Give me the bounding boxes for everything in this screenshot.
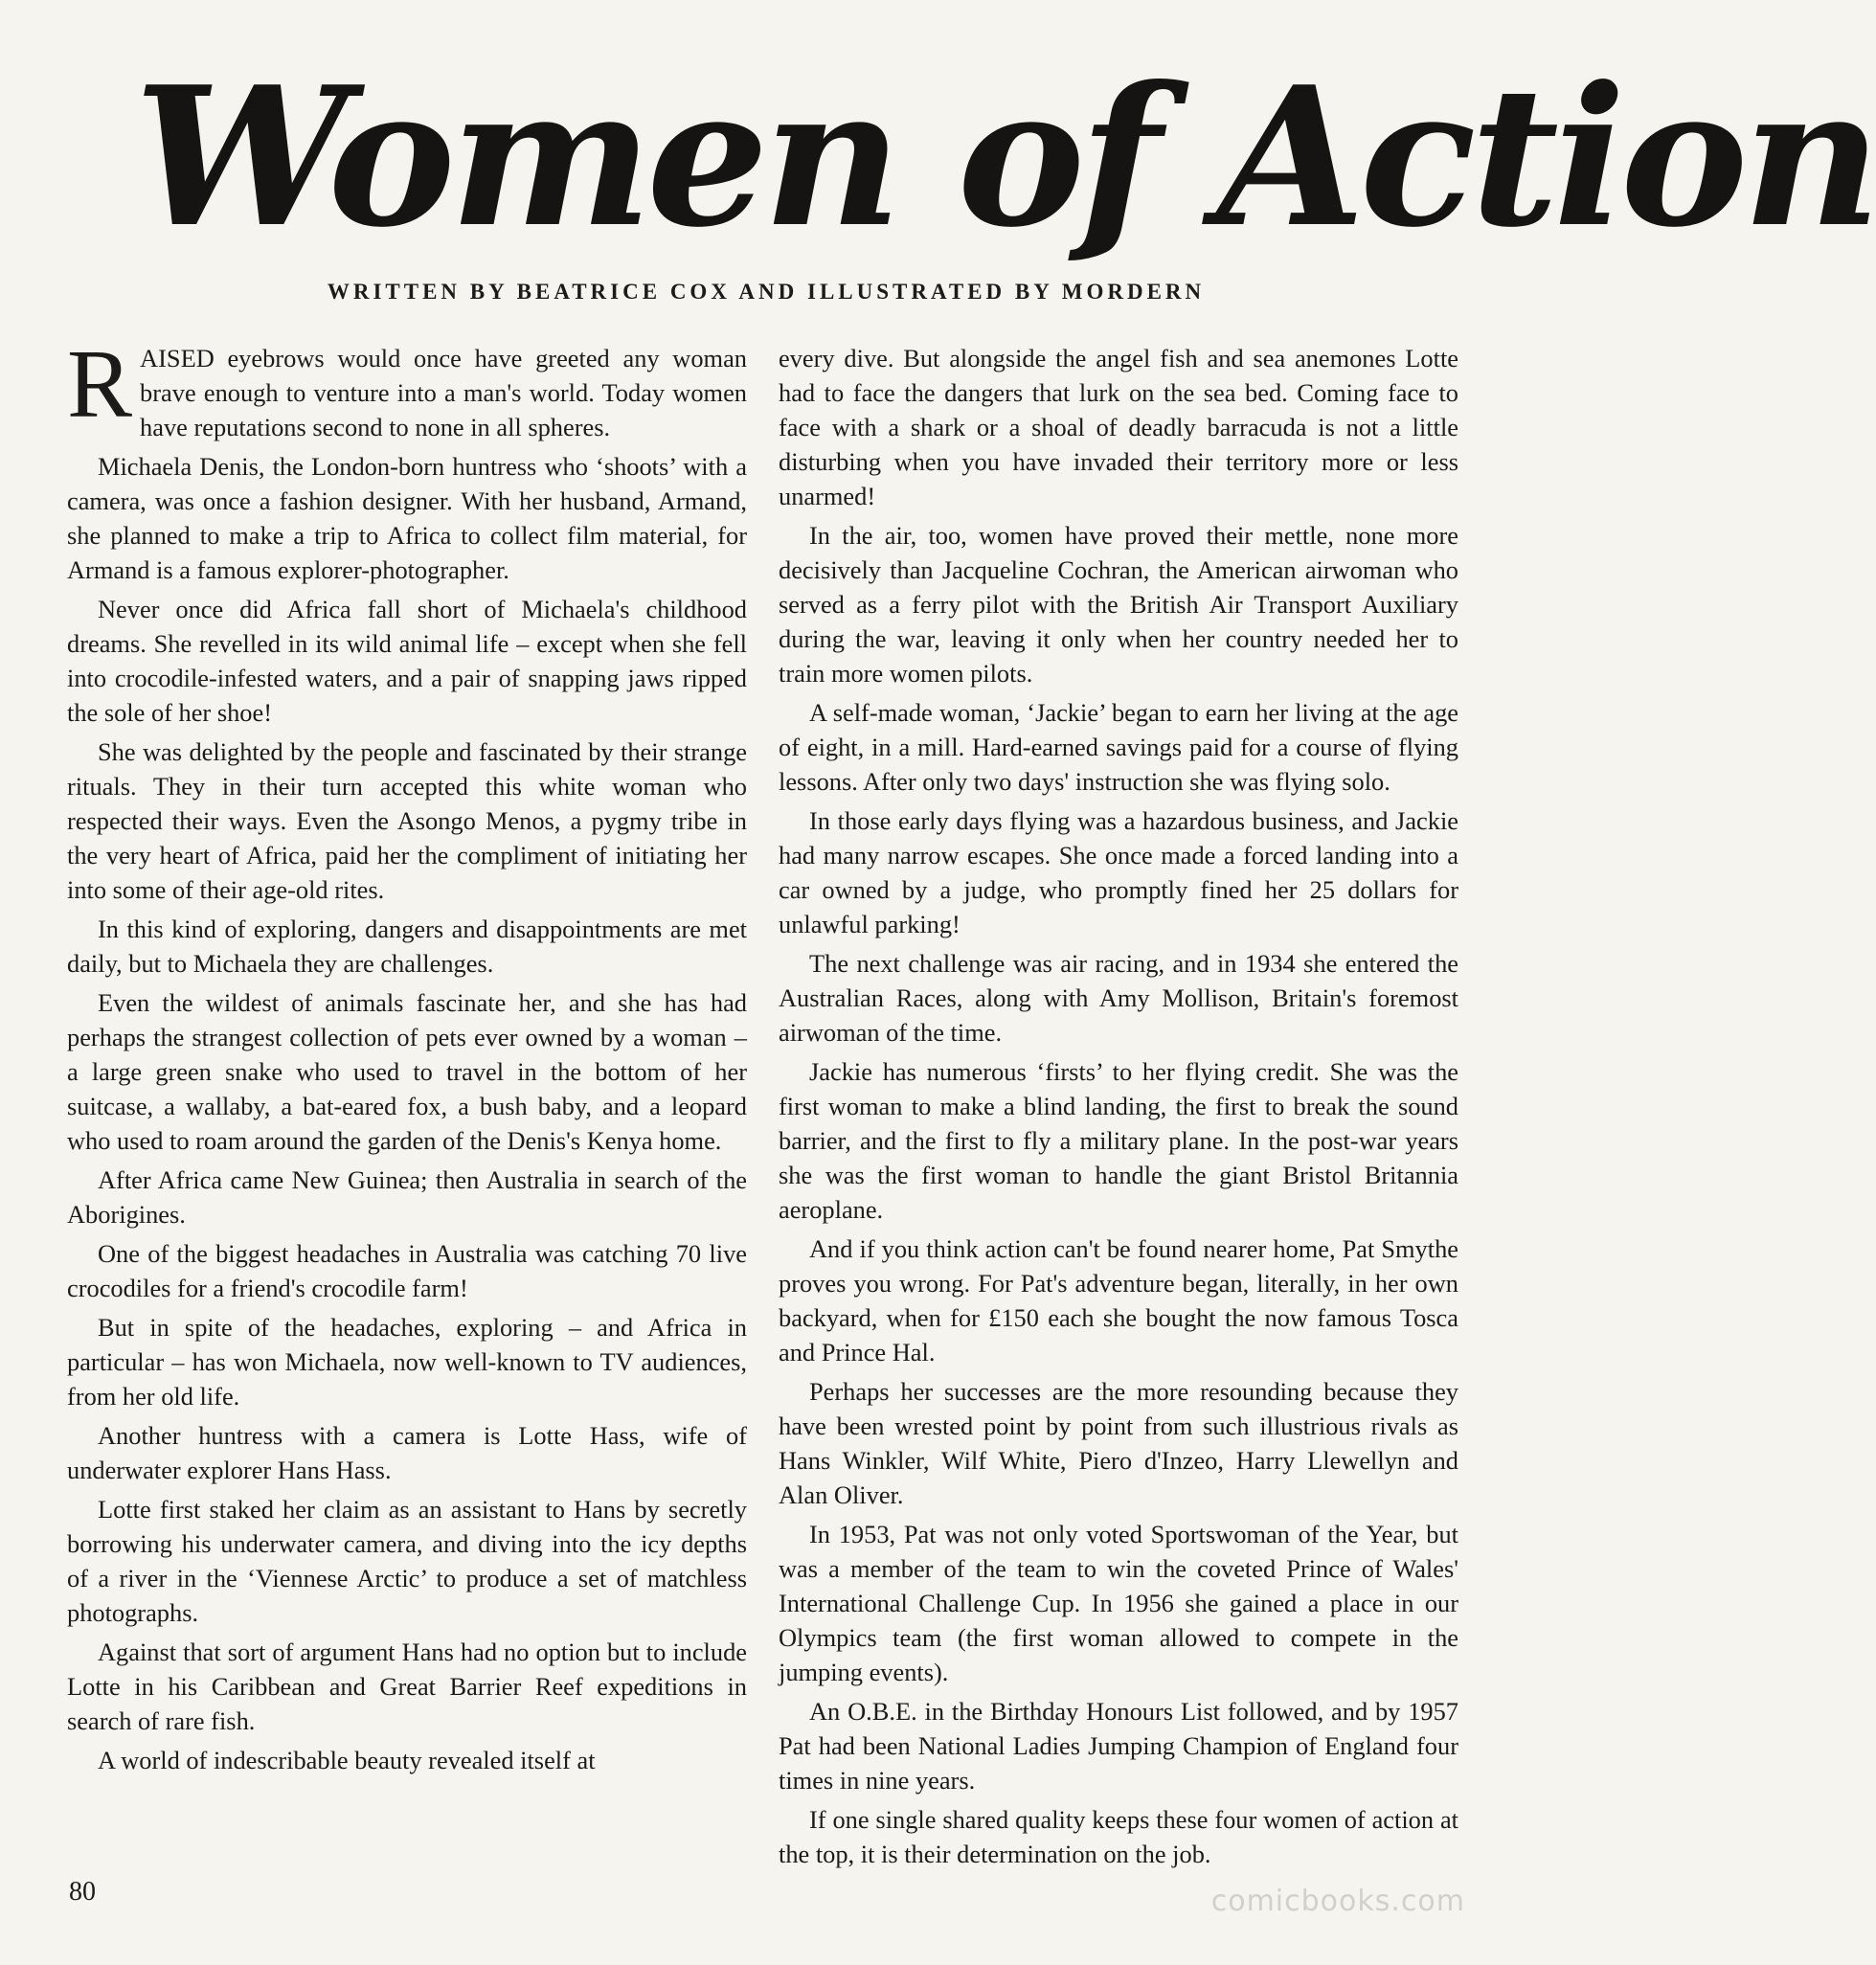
paragraph: Even the wildest of animals fascinate her, and she has had perhaps the strangest collection of pets ever owned by a woman – a large green snake who used to travel in the bottom of her suitcase, a wallaby, a bat-eared fox, a bush baby, and a leopard who used to roam around the garden of the Denis's Kenya home. bbox=[67, 988, 747, 1155]
paragraph: Never once did Africa fall short of Michaela's childhood dreams. She revelled in its wild animal life – except when she fell into crocodile-infested waters, and a pair of snapping jaws ripped the sole of her shoe! bbox=[67, 595, 747, 727]
paragraph: The next challenge was air racing, and in 1934 she entered the Australian Races, along with Amy Mollison, Britain's foremost airwoman of the time. bbox=[779, 949, 1458, 1047]
paragraph: After Africa came New Guinea; then Australia in search of the Aborigines. bbox=[67, 1165, 747, 1229]
paragraph: Michaela Denis, the London-born huntress who ‘shoots’ with a camera, was once a fashion designer. With her husband, Armand, she planned to make a trip to Africa to collect film material, for Armand is a famous explorer-photographer. bbox=[67, 452, 747, 584]
paragraph: But in spite of the headaches, exploring – and Africa in particular – has won Michaela, now well-known to TV audiences, from her old life. bbox=[67, 1313, 747, 1411]
watermark: comicbooks.com bbox=[1210, 1885, 1465, 1918]
paragraph: One of the biggest headaches in Australia was catching 70 live crocodiles for a friend's crocodile farm! bbox=[67, 1239, 747, 1302]
byline: WRITTEN BY BEATRICE COX AND ILLUSTRATED BY MORDERN bbox=[327, 280, 1206, 304]
paragraph: If one single shared quality keeps these four women of action at the top, it is their determination on the job. bbox=[779, 1805, 1458, 1868]
paragraph: She was delighted by the people and fascinated by their strange rituals. They in their turn accepted this white woman who respected their ways. Even the Asongo Menos, a pygmy tribe in the very heart of Africa, paid her the compliment of initiating her into some of their age-old rites. bbox=[67, 737, 747, 904]
paragraph: In this kind of exploring, dangers and disappointments are met daily, but to Michaela they are challenges. bbox=[67, 915, 747, 978]
paragraph: A self-made woman, ‘Jackie’ began to earn her living at the age of eight, in a mill. Hard-earned savings paid for a course of flying lessons. After only two days' instruction she was flying solo. bbox=[779, 698, 1458, 796]
paragraph: Against that sort of argument Hans had no option but to include Lotte in his Caribbean and Great Barrier Reef expeditions in search of rare fish. bbox=[67, 1638, 747, 1735]
paragraph: Lotte first staked her claim as an assistant to Hans by secretly borrowing his underwater camera, and diving into the icy depths of a river in the ‘Viennese Arctic’ to produce a set of matchless photographs. bbox=[67, 1495, 747, 1627]
left-column bbox=[67, 330, 747, 1782]
drop-cap: R bbox=[67, 330, 133, 439]
first-paragraph-text: AISED eyebrows would once have greeted any woman brave enough to venture into a man's world. Today women have reputations second to none in all spheres. bbox=[140, 344, 747, 441]
paragraph: Jackie has numerous ‘firsts’ to her flying credit. She was the first woman to make a blind landing, the first to break the sound barrier, and the first to fly a military plane. In the post-war years she was the first woman to handle the giant Bristol Britannia aeroplane. bbox=[779, 1057, 1458, 1224]
paragraph: And if you think action can't be found nearer home, Pat Smythe proves you wrong. For Pat's adventure began, literally, in her own backyard, when for £150 each she bought the now famous Tosca and Prince Hal. bbox=[779, 1234, 1458, 1366]
paragraph: An O.B.E. in the Birthday Honours List followed, and by 1957 Pat had been National Ladies Jumping Champion of England four times in nine years. bbox=[779, 1697, 1458, 1795]
paragraph: In those early days flying was a hazardous business, and Jackie had many narrow escapes. She once made a forced landing into a car owned by a judge, who promptly fined her 25 dollars for unlawful parking! bbox=[779, 806, 1458, 938]
paragraph: every dive. But alongside the angel fish and sea anemones Lotte had to face the dangers that lurk on the sea bed. Coming face to face with a shark or a shoal of deadly barracuda is not a little disturbing when you have invaded their territory more or less unarmed! bbox=[779, 344, 1458, 510]
paragraph: In the air, too, women have proved their mettle, none more decisively than Jacqueline Cochran, the American airwoman who served as a ferry pilot with the British Air Transport Auxiliary during the war, leaving it only when her country needed her to train more women pilots. bbox=[779, 521, 1458, 688]
page-number: 80 bbox=[69, 1877, 96, 1907]
article-title: Women of Action bbox=[134, 45, 1876, 270]
paragraph: Another huntress with a camera is Lotte Hass, wife of underwater explorer Hans Hass. bbox=[67, 1421, 747, 1484]
paragraph: A world of indescribable beauty revealed itself at bbox=[98, 1746, 596, 1774]
paragraph bbox=[67, 330, 747, 444]
paragraph: In 1953, Pat was not only voted Sportswoman of the Year, but was a member of the team to win the coveted Prince of Wales' International Challenge Cup. In 1956 she gained a place in our Olympics team (the first woman allowed to compete in the jumping events). bbox=[779, 1520, 1458, 1686]
paragraph: Perhaps her successes are the more resounding because they have been wrested point by point from such illustrious rivals as Hans Winkler, Wilf White, Piero d'Inzeo, Harry Llewellyn and Alan Oliver. bbox=[779, 1377, 1458, 1509]
right-column bbox=[779, 341, 1458, 1876]
